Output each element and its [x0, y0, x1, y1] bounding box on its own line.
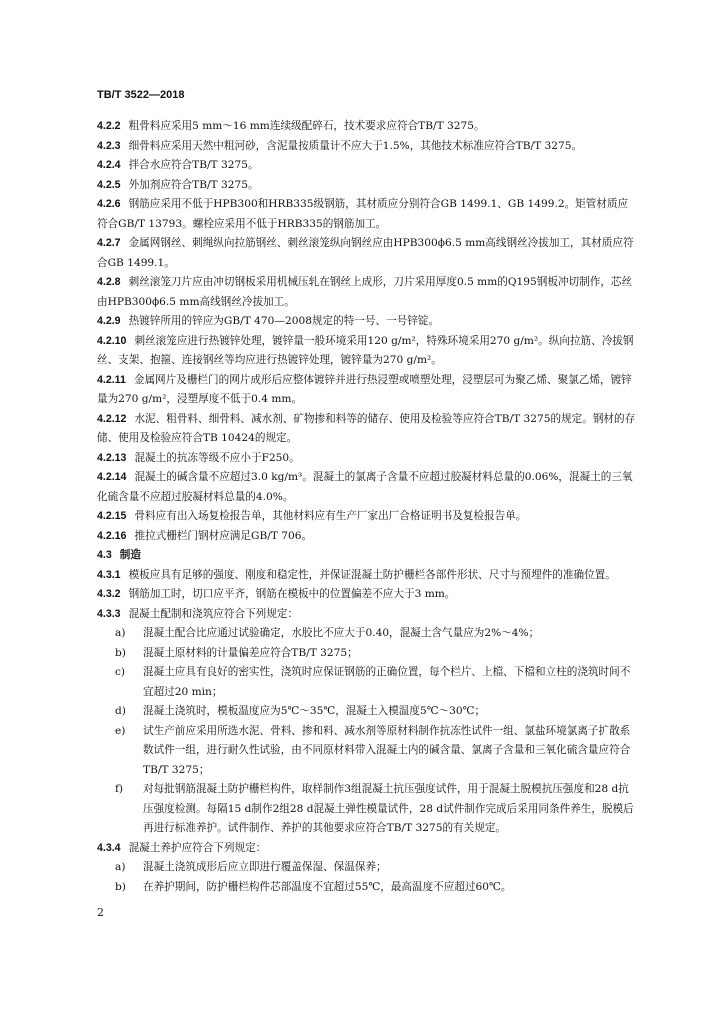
list-item	[97, 780, 637, 839]
clause-text: 刺丝滚笼刀片应由冲切钢板采用机械压轧在钢丝上成形，刀片采用厚度0.5 mm的Q195钢板冲切制作，芯丝由HPB300ϕ6.5 mm高线钢丝冷拔加工。	[97, 276, 633, 308]
list-4-3-3	[97, 624, 637, 839]
list-item-text: 混凝土配合比应通过试验确定，水胶比不应大于0.40，混凝土含气量应为2%～4%；	[143, 627, 540, 639]
clause-text: 骨料应有出入场复检报告单，其他材料应有生产厂家出厂合格证明书及复检报告单。	[134, 510, 527, 522]
clause-text: 推拉式栅栏门钢材应满足GB/T 706。	[134, 529, 313, 542]
clause-paragraph	[97, 273, 637, 312]
clause-paragraph	[97, 410, 637, 449]
clause-number: 4.2.2	[97, 120, 121, 132]
clause-paragraph	[97, 507, 637, 527]
clause-text: 拌合水应符合TB/T 3275。	[128, 159, 259, 171]
list-item	[97, 644, 637, 664]
clause-paragraph	[97, 566, 637, 586]
list-item-label: e)	[115, 724, 126, 737]
clause-text: 热镀锌所用的锌应为GB/T 470—2008规定的特一号、一号锌锭。	[128, 315, 440, 327]
clause-number: 4.2.14	[97, 471, 127, 483]
clause-paragraph	[97, 156, 637, 176]
section-4-3-paragraphs	[97, 566, 637, 625]
list-item-label: d)	[115, 705, 126, 717]
list-item	[97, 722, 637, 781]
clause-number: 4.2.4	[97, 159, 121, 171]
clause-paragraph	[97, 195, 637, 234]
clause-number: 4.3.3	[97, 607, 121, 620]
document-body	[97, 117, 637, 897]
clause-text: 金属网片及栅栏门的网片成形后应整体镀锌并进行热浸塑或喷塑处理，浸塑层可为聚乙烯、聚氯乙烯，镀锌量为270 g/m²，浸塑厚度不低于0.4 mm。	[97, 373, 632, 405]
list-item-text: 对每批钢筋混凝土防护栅栏构件，取样制作3组混凝土抗压强度试件，用于混凝土脱模抗压强度和28 d抗压强度检测。每隔15 d制作2组28 d混凝土弹性模量试件，28 d试件制作完成后采用同条件养生，脱模后再进行标准养护。试件制作、养护的其他要求应符合TB/T 3275的有关规定。	[143, 783, 634, 834]
clause-text: 外加剂应符合TB/T 3275。	[128, 178, 259, 191]
clause-paragraph	[97, 117, 637, 137]
clause-number: 4.2.7	[97, 237, 121, 249]
clause-text: 粗骨料应采用5 mm～16 mm连续级配碎石，技术要求应符合TB/T 3275。	[128, 120, 485, 132]
clause-number: 4.2.3	[97, 139, 121, 152]
clause-paragraph	[97, 332, 637, 371]
list-item-text: 混凝土原材料的计量偏差应符合TB/T 3275；	[143, 646, 358, 659]
list-item-text: 在养护期间，防护栅栏构件芯部温度不宜超过55℃，最高温度不应超过60℃。	[143, 880, 512, 893]
clause-paragraph	[97, 137, 637, 157]
clause-text: 混凝土的抗冻等级不应小于F250。	[134, 451, 300, 464]
clause-number: 4.2.9	[97, 315, 121, 327]
clause-paragraph	[97, 527, 637, 547]
clause-paragraph	[97, 585, 637, 605]
clause-paragraph	[97, 234, 637, 273]
clause-number: 4.2.13	[97, 451, 127, 464]
section-4-2-paragraphs	[97, 117, 637, 546]
list-item-text: 混凝土应具有良好的密实性，浇筑时应保证钢筋的正确位置，每个栏片、上檔、下檔和立柱的浇筑时间不宜超过20 min；	[143, 666, 631, 698]
clause-number: 4.3.4	[97, 841, 121, 854]
clause-text: 水泥、粗骨料、细骨料、减水剂、矿物掺和料等的储存、使用及检验等应符合TB/T 3275的规定。钢材的存储、使用及检验应符合TB 10424的规定。	[97, 412, 636, 444]
clause-text: 模板应具有足够的强度、刚度和稳定性，并保证混凝土防护栅栏各部件形状、尺寸与预埋件的准确位置。	[128, 568, 616, 581]
list-item	[97, 624, 637, 644]
section-heading-4-3	[97, 546, 637, 566]
clause-number: 4.2.15	[97, 510, 127, 522]
clause-number: 4.2.16	[97, 529, 127, 542]
list-item	[97, 702, 637, 722]
document-code-header: TB/T 3522—2018	[97, 89, 185, 101]
list-item	[97, 858, 637, 878]
clause-number: 4.2.10	[97, 334, 127, 347]
clause-text: 刺丝滚笼应进行热镀锌处理，镀锌量一般环境采用120 g/m²，特殊环境采用270 g/m²。纵向拉筋、冷拔钢丝、支架、抱箍、连接钢丝等均应进行热镀锌处理，镀锌量为270 g/m²。	[97, 334, 634, 366]
list-item-label: b)	[115, 880, 126, 893]
section-title: 制造	[119, 549, 141, 561]
clause-number: 4.2.12	[97, 412, 127, 425]
clause-text: 金属网钢丝、刺绳纵向拉筋钢丝、刺丝滚笼纵向钢丝应由HPB300ϕ6.5 mm高线钢丝冷拔加工，其材质应符合GB 1499.1。	[97, 237, 634, 269]
clause-text: 细骨料应采用天然中粗河砂，含泥量按质量计不应大于1.5%，其他技术标准应符合TB/T 3275。	[128, 139, 583, 152]
list-item-text: 混凝土浇筑时，模板温度应为5℃～35℃，混凝土入模温度5℃～30℃；	[143, 705, 486, 717]
clause-paragraph	[97, 312, 637, 332]
list-item	[97, 878, 637, 898]
clause-text: 混凝土的碱含量不应超过3.0 kg/m³。混凝土的氯离子含量不应超过胶凝材料总量的0.06%，混凝土的三氧化硫含量不应超过胶凝材料总量的4.0%。	[97, 471, 633, 503]
list-item-label: a)	[115, 861, 126, 873]
clause-number: 4.3.2	[97, 588, 121, 600]
clause-paragraph	[97, 468, 637, 507]
clause-paragraph	[97, 371, 637, 410]
clause-number: 4.2.6	[97, 198, 121, 210]
clause-paragraph	[97, 176, 637, 196]
page-number: 2	[97, 906, 104, 919]
section-number: 4.3	[97, 549, 112, 561]
clause-text: 混凝土养护应符合下列规定：	[128, 841, 267, 854]
clause-paragraph	[97, 449, 637, 469]
clause-paragraph	[97, 605, 637, 625]
list-item-label: f)	[115, 783, 124, 795]
list-item-text: 试生产前应采用所选水泥、骨料、掺和料、减水剂等原材料制作抗冻性试件一组、氯盐环境氯离子扩散系数试件一组，进行耐久性试验，由不同原材料带入混凝土内的碱含量、氯离子含量和三氧化硫含量应符合TB/T 3275；	[143, 724, 631, 776]
list-item	[97, 663, 637, 702]
clause-text: 混凝土配制和浇筑应符合下列规定：	[128, 607, 299, 620]
list-item-label: b)	[115, 646, 126, 659]
list-4-3-4	[97, 858, 637, 897]
clause-text: 钢筋加工时，切口应平齐，钢筋在模板中的位置偏差不应大于3 mm。	[128, 588, 456, 600]
clause-number: 4.2.11	[97, 373, 126, 386]
clause-number: 4.2.5	[97, 178, 121, 191]
paragraph-4-3-4	[97, 839, 637, 859]
clause-text: 钢筋应采用不低于HPB300和HRB335级钢筋，其材质应分别符合GB 1499.1、GB 1499.2。矩管材质应符合GB/T 13793。螺栓应采用不低于HRB335的钢筋加工。	[97, 198, 629, 230]
clause-number: 4.2.8	[97, 276, 121, 288]
list-item-label: a)	[115, 627, 126, 639]
clause-number: 4.3.1	[97, 568, 121, 581]
list-item-text: 混凝土浇筑成形后应立即进行覆盖保湿、保温保养；	[143, 861, 387, 873]
list-item-label: c)	[115, 666, 126, 678]
